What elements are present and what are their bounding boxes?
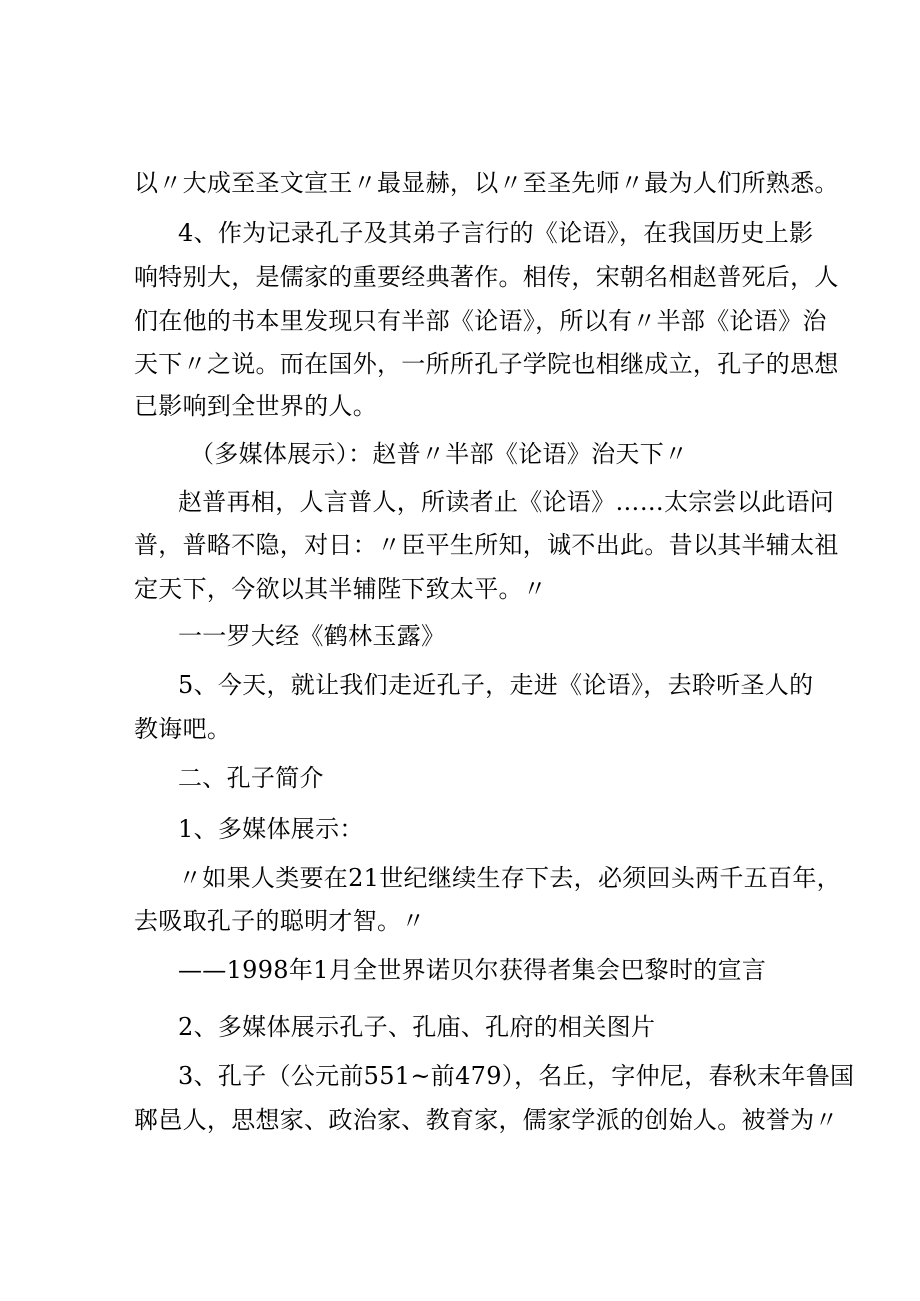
text-line-2: 4、作为记录孔子及其弟子言行的《论语》，在我国历史上影	[178, 219, 814, 247]
text-line-8: 赵普再相，人言普人，所读者止《论语》……太宗尝以此语问	[178, 488, 835, 516]
text-line-17: 去吸取孔子的聪明才智。〃	[134, 907, 426, 935]
text-line-5: 天下〃之说。而在国外，一所所孔子学院也相继成立，孔子的思想	[134, 350, 839, 378]
text-line-14: 二、孔子简介	[178, 764, 324, 792]
text-line-4: 们在他的书本里发现只有半部《论语》，所以有〃半部《论语》治	[134, 307, 827, 335]
text-line-19: 2、多媒体展示孔子、孔庙、孔府的相关图片	[178, 1013, 656, 1041]
text-line-16: 〃如果人类要在21世纪继续生存下去，必须回头两千五百年，	[178, 864, 841, 892]
text-line-7: （多媒体展示）：赵普〃半部《论语》治天下〃	[190, 440, 689, 468]
text-line-10: 定天下，今欲以其半辅陛下致太平。〃	[134, 575, 548, 603]
text-line-13: 教诲吧。	[134, 715, 232, 743]
text-line-3: 响特别大，是儒家的重要经典著作。相传，宋朝名相赵普死后，人	[134, 263, 839, 291]
text-line-9: 普，普略不隐，对日：〃臣平生所知，诚不出此。昔以其半辅太祖	[134, 531, 839, 559]
text-line-21: 郰邑人，思想家、政治家、教育家，儒家学派的创始人。被誉为〃	[134, 1106, 839, 1134]
text-line-11: 一一罗大经《鹤林玉露》	[178, 622, 446, 650]
text-line-1: 以〃大成至圣文宣王〃最显赫，以〃至圣先师〃最为人们所熟悉。	[134, 169, 839, 197]
text-line-6: 已影响到全世界的人。	[134, 392, 377, 420]
text-line-20: 3、孔子（公元前551~前479），名丘，字仲尼，春秋末年鲁国	[178, 1062, 855, 1090]
text-line-15: 1、多媒体展示：	[178, 815, 364, 843]
text-line-12: 5、今天，就让我们走近孔子，走进《论语》，去聆听圣人的	[178, 671, 814, 699]
text-line-18: ——1998年1月全世界诺贝尔获得者集会巴黎时的宣言	[178, 956, 767, 984]
